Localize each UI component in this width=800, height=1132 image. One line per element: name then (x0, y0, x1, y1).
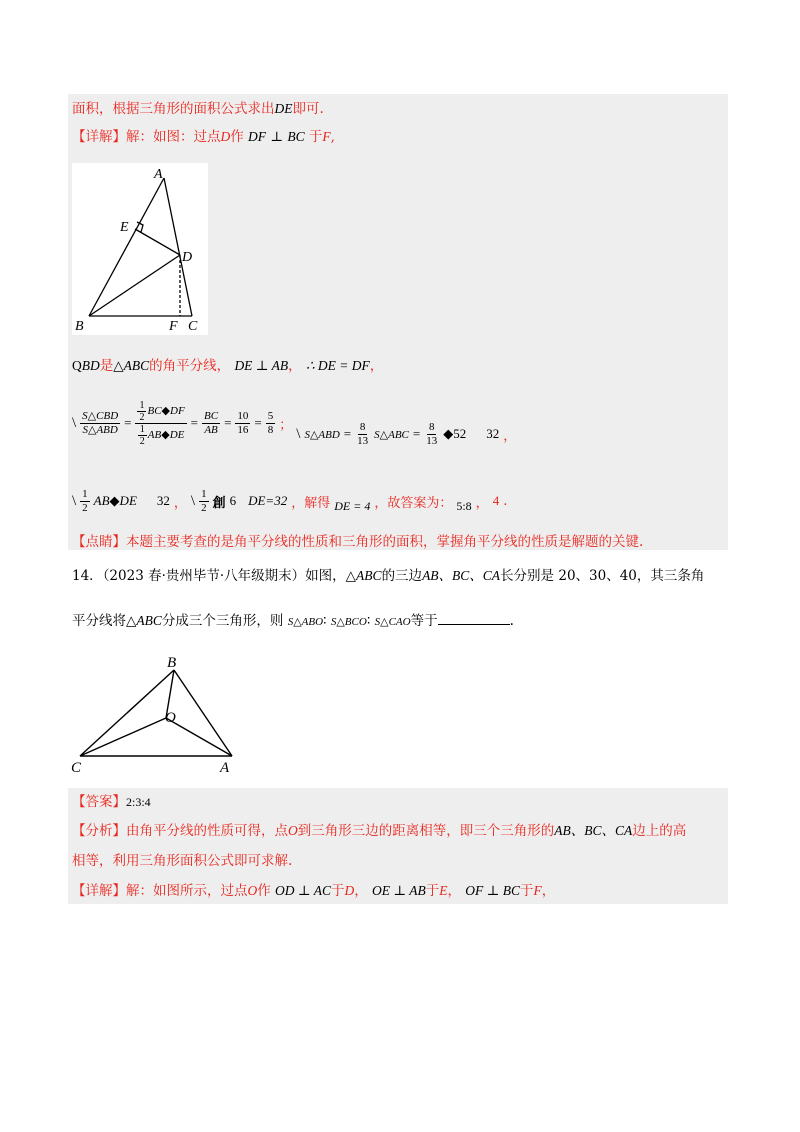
analysis-line-2: 相等，利用三角形面积公式即可求解. (72, 853, 293, 869)
label-C: C (71, 760, 82, 776)
answer-blank (438, 612, 510, 625)
label-E: E (120, 220, 129, 235)
question-14-line-2: 平分线将△ABC分成三个三角形，则 S△ABO∶ S△BCO∶ S△CAO等于 . (72, 613, 514, 629)
triangle-figure-1 (72, 163, 208, 335)
bisector-line: QBD是△ABC的角平分线， DE ⊥ AB， ∴ DE = DF， (72, 358, 384, 374)
label-B: B (75, 319, 84, 334)
detail-line: 【详解】解：如图：过点D作 DF ⊥ BC 于F, (72, 129, 335, 145)
label-B: B (167, 655, 177, 671)
triangle-figure-2 (70, 652, 250, 780)
solve-formula: \ $\frac{1}{2}$ AB◆DE 32 ， \ $\frac{1}{2}$ 創 6 DE=32 ，解得 DE = 4 ，故答案为： 5:8 ， 4 . (72, 487, 508, 514)
label-O: O (165, 710, 176, 726)
analysis-line: 面积，根据三角形的面积公式求出DE即可. (72, 101, 324, 117)
label-A: A (220, 760, 230, 776)
area-ratio-formula: \ $\frac{\text{S△CBD}}{\text{S△ABD}}$ = $\frac{1}{2}$ BC◆DF $\frac{1}{2}$ AB◆DE = $\frac{BC}{AB}$ = $\frac{10}{16}$ = $\frac{5}{8}$ ； \ S△ABD = $\frac{8}{13}$ S△ABC = $\frac{8}{13}$ ◆52 32 ， (72, 399, 517, 447)
label-D: D (182, 250, 193, 265)
detail-line-2: 【详解】解：如图所示，过点O作 OD ⊥ AC于D， OE ⊥ AB于E， OF ⊥ BC于F， (72, 883, 556, 899)
label-C: C (188, 319, 198, 334)
label-A: A (154, 167, 163, 182)
label-F: F (169, 319, 178, 334)
comment-line: 【点睛】本题主要考查的是角平分线的性质和三角形的面积，掌握角平分线的性质是解题的关键. (72, 534, 644, 550)
question-14-line-1: 14．（2023 春·贵州毕节·八年级期末）如图，△ABC的三边AB、BC、CA长分别是 20、30、40，其三条角 (72, 568, 705, 584)
answer-line: 【答案】2:3:4 (72, 794, 151, 810)
analysis-line-1: 【分析】由角平分线的性质可得，点O到三角形三边的距离相等，即三个三角形的AB、BC、CA边上的高 (72, 823, 687, 839)
